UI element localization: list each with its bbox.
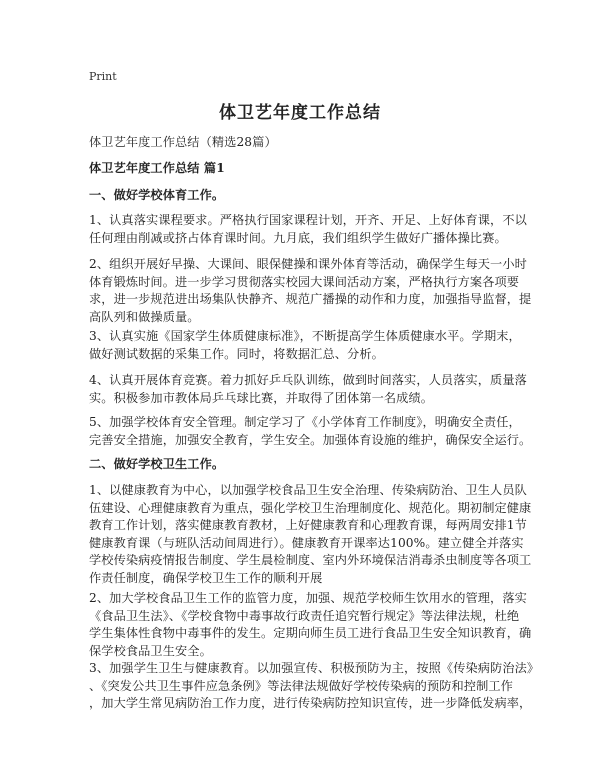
- paragraph-line: 作责任制度，确保学校卫生工作的顺利开展: [89, 570, 323, 585]
- paragraph-1: [89, 212, 527, 247]
- part2-heading-text: 二、做好学校卫生工作。: [89, 457, 225, 471]
- section-title: [89, 160, 513, 178]
- paragraph-line: 2、加大学校食品卫生工作的监管力度，加强、规范学校师生饮用水的管理，落实: [89, 591, 527, 605]
- paragraph-line: 任何理由削减或挤占体育课时间。九月底，我们组织学生做好广播体操比赛。: [89, 230, 507, 245]
- paragraph-line: 学生集体性食物中毒事件的发生。定期向师生员工进行食品卫生安全知识教育，确: [89, 626, 532, 640]
- print-label[interactable]: Print: [89, 70, 117, 83]
- section-title-text: 体卫艺年度工作总结 篇1: [89, 161, 225, 175]
- paragraph-line: 完善安全措施，加强安全教育，学生安全。加强体育设施的维护，确保安全运行。: [89, 432, 532, 447]
- part2-heading: [89, 456, 513, 474]
- paragraph-line: ，加大学生常见病防治工作力度，进行传染病防控知识宣传，进一步降低发病率，: [89, 696, 532, 710]
- paragraph-line: 教育工作计划，落实健康教育教材，上好健康教育和心理教育课，每两周安排1节: [89, 518, 527, 532]
- paragraph-line: 《食品卫生法》、《学校食物中毒事故行政责任追究暂行规定》等法律法规，杜绝: [89, 608, 520, 623]
- paragraph-line: 高队列和做操质量。: [89, 309, 200, 324]
- paragraph-line: 4、认真开展体育竞赛。着力抓好乒乓队训练，做到时间落实，人员落实，质量落: [89, 373, 527, 387]
- paragraph-line: 5、加强学校体育安全管理。制定学习了《小学体育工作制度》，明确安全责任，: [89, 415, 521, 429]
- subtitle: [89, 134, 513, 152]
- paragraph-4: [89, 372, 527, 407]
- paragraph-line: 健康教育课（与班队活动间周进行）。健康教育开课率达100%。建立健全并落实: [89, 535, 524, 550]
- paragraph-2: [89, 256, 532, 326]
- paragraph-line: 3、加强学生卫生与健康教育。以加强宣传、积极预防为主，按照《传染病防治法》: [89, 661, 540, 675]
- paragraph-7: [89, 590, 532, 660]
- paragraph-line: 1、认真落实课程要求。严格执行国家课程计划，开齐、开足、上好体育课，不以: [89, 213, 527, 227]
- paragraph-line: 做好测试数据的采集工作。同时，将数据汇总、分析。: [89, 346, 384, 361]
- paragraph-line: 伍建设、心理健康教育为重点，强化学校卫生治理制度化、规范化。期初制定健康: [89, 500, 532, 515]
- paragraph-line: 3、认真实施《国家学生体质健康标准》，不断提高学生体质健康水平。学期末，: [89, 329, 521, 343]
- subtitle-text: 体卫艺年度工作总结（精选28篇）: [89, 135, 277, 149]
- paragraph-line: 、《突发公共卫生事件应急条例》等法律法规做好学校传染病的预防和控制工作: [89, 678, 513, 693]
- part1-heading: [89, 187, 513, 205]
- paragraph-line: 体育锻炼时间。进一步学习贯彻落实校园大课间活动方案，严格执行方案各项要: [89, 274, 520, 289]
- page-title: 体卫艺年度工作总结: [219, 103, 381, 123]
- paragraph-8: [89, 660, 540, 713]
- paragraph-line: 实。积极参加市教体局乒乓球比赛，并取得了团体第一名成绩。: [89, 390, 434, 405]
- paragraph-line: 2、组织开展好早操、大课间、眼保健操和课外体育等活动，确保学生每天一小时: [89, 257, 527, 271]
- paragraph-line: 1、以健康教育为中心，以加强学校食品卫生安全治理、传染病防治、卫生人员队: [89, 483, 527, 497]
- paragraph-5: [89, 414, 532, 449]
- paragraph-6: [89, 482, 532, 587]
- paragraph-line: 求，进一步规范进出场集队快静齐、规范广播操的动作和力度，加强指导监督，提: [89, 292, 532, 306]
- paragraph-line: 学校传染病疫情报告制度、学生晨检制度、室内外环境保洁消毒杀虫制度等各项工: [89, 553, 532, 567]
- paragraph-3: [89, 328, 521, 363]
- part1-heading-text: 一、做好学校体育工作。: [89, 188, 225, 202]
- paragraph-line: 保学校食品卫生安全。: [89, 643, 212, 658]
